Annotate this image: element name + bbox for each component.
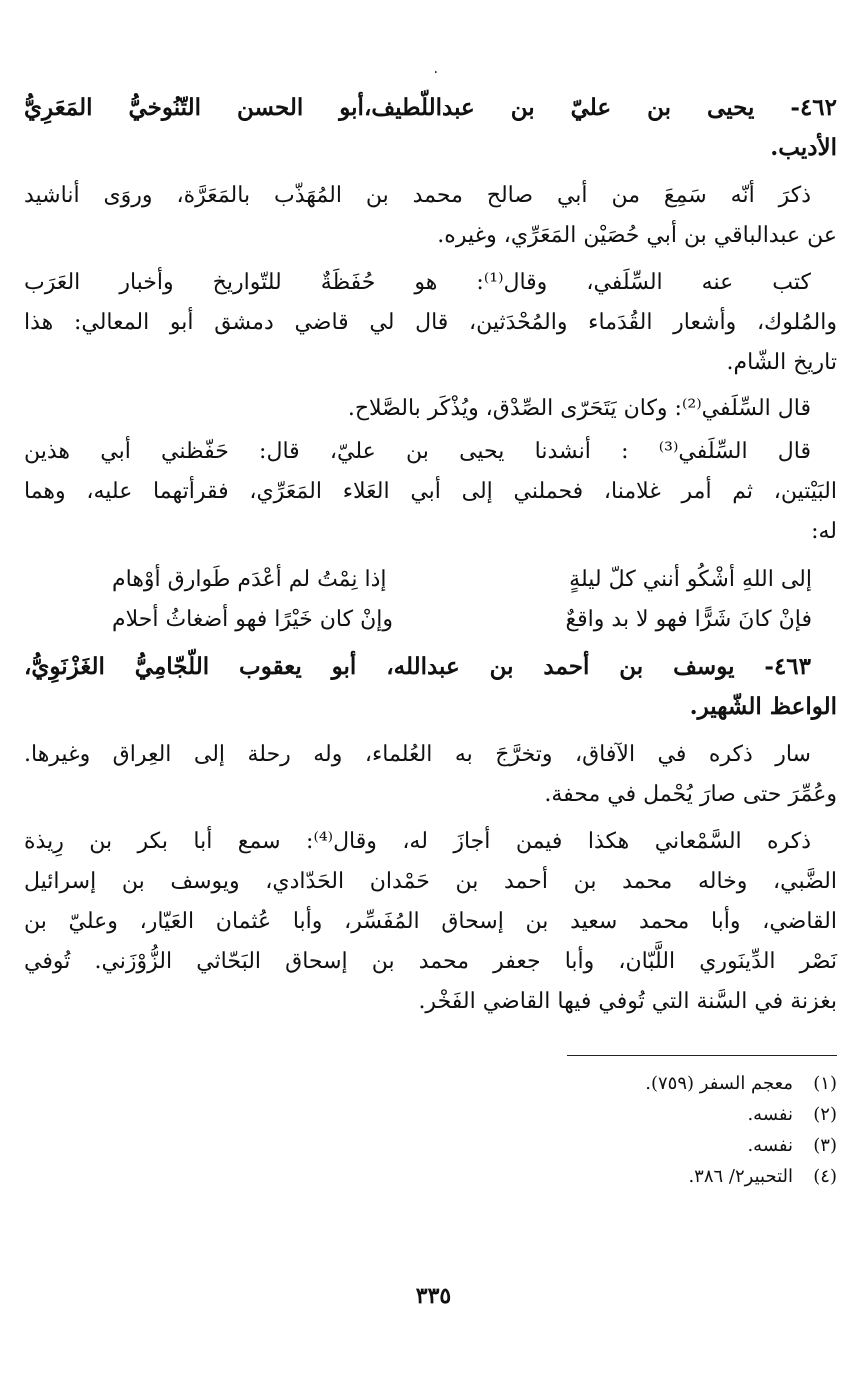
heading-line: ٤٦٢- يحيى بن عليّ بن عبداللّطيف،أبو الحسن التّنُوخيُّ المَعَرِيُّ: [24, 94, 837, 121]
verse-second-hemistich: وإنْ كان خَيْرًا فهو أضغاثُ أحلام: [112, 607, 393, 632]
verse-first-hemistich: فإنْ كانَ شَرًّا فهو لا بد واقعٌ: [565, 607, 812, 632]
entry-462-paragraph-3: [24, 389, 837, 429]
text-line: بغزنة في السَّنة التي تُوفي فيها القاضي الفَخْر.: [418, 989, 837, 1014]
page-number: ٣٣٥: [415, 1283, 452, 1309]
text-line: تاريخ الشّام.: [726, 350, 837, 375]
text-line: قال السِّلَفي⁽³⁾ : أنشدنا يحيى بن عليّ، قال: حَفّظني أبي هذين: [24, 439, 812, 464]
top-mark: ٠: [432, 64, 440, 80]
text-line: له:: [811, 519, 837, 544]
footnote: [437, 1130, 837, 1161]
footnote-divider: [567, 1055, 837, 1056]
footnotes: [437, 1068, 837, 1192]
footnote-number: (١): [813, 1073, 837, 1094]
text-line: البَيْتين، ثم أمر غلامنا، فحملني إلى أبي العَلاء المَعَرِّي، فقرأتهما عليه، وهما: [24, 479, 837, 504]
text-line: قال السِّلَفي⁽²⁾: وكان يَتَحَرّى الصِّدْق، ويُذْكَر بالصَّلاح.: [347, 396, 811, 421]
footnote: [437, 1068, 837, 1099]
heading-line: الأديب.: [770, 134, 837, 161]
text-line: الضَّبي، وخاله محمد بن أحمد بن حَمْدان الحَدّادي، ويوسف بن إسرائيل: [24, 869, 837, 894]
footnote-number: (٢): [813, 1104, 837, 1125]
entry-462-heading: [24, 88, 837, 168]
entry-462-paragraph-1: [24, 176, 837, 256]
entry-463-heading: [24, 647, 837, 727]
verse-line: [112, 600, 812, 640]
text-line: والمُلوك، وأشعار القُدَماء والمُحْدَثين، قال لي قاضي دمشق أبو المعالي: هذا: [24, 310, 837, 335]
text-line: القاضي، وأبا محمد سعيد بن إسحاق المُفَسِّر، وأبا عُثمان العَيّار، وعليّ بن: [24, 909, 837, 934]
text-line: نَصْر الدِّينَوري اللَّبّان، وأبا جعفر محمد بن إسحاق البَحّاثي الزُّوْزَني. تُوفي: [24, 949, 837, 974]
footnote-number: (٣): [813, 1135, 837, 1156]
text-line: وعُمِّرَ حتى صارَ يُحْمل في محفة.: [544, 782, 837, 807]
footnote-text: التحبير٢/ ٣٨٦.: [688, 1166, 793, 1187]
footnote-number: (٤): [813, 1166, 837, 1187]
heading-line: ٤٦٣- يوسف بن أحمد بن عبدالله، أبو يعقوب اللّجّامِيُّ الغَزْنَوِيُّ،: [24, 653, 811, 680]
entry-463-paragraph-1: [24, 735, 837, 815]
entry-463-paragraph-2: [24, 822, 837, 1022]
text-line: ذكره السَّمْعاني هكذا فيمن أجازَ له، وقال⁽⁴⁾: سمع أبا بكر بن رِيذة: [24, 829, 811, 854]
text-line: عن عبدالباقي بن أبي حُصَيْن المَعَرِّي، وغيره.: [437, 223, 837, 248]
entry-462-paragraph-4: [24, 432, 837, 552]
footnote-text: معجم السفر (٧٥٩).: [645, 1073, 793, 1094]
verse-second-hemistich: إذا نِمْتُ لم أعْدَم طَوارق أوْهام: [112, 567, 387, 592]
text-line: سار ذكره في الآفاق، وتخرَّجَ به العُلماء، وله رحلة إلى العِراق وغيرها.: [24, 742, 811, 767]
entry-462-paragraph-2: [24, 263, 837, 383]
verse-first-hemistich: إلى اللهِ أشْكُو أنني كلّ ليلةٍ: [569, 567, 812, 592]
footnote-text: نفسه.: [747, 1104, 793, 1125]
footnote: [437, 1099, 837, 1130]
heading-line: الواعظ الشّهير.: [689, 693, 837, 720]
text-line: كتب عنه السِّلَفي، وقال⁽¹⁾: هو حُفَظَةٌ للتّواريخ وأخبار العَرَب: [24, 270, 812, 295]
footnote: [437, 1161, 837, 1192]
verse-line: [112, 560, 812, 600]
poem-verses: [112, 560, 812, 640]
text-line: ذكرَ أنّه سَمِعَ من أبي صالح محمد بن المُهَذّب بالمَعَرَّة، وروَى أناشيد: [24, 183, 811, 208]
footnote-text: نفسه.: [747, 1135, 793, 1156]
